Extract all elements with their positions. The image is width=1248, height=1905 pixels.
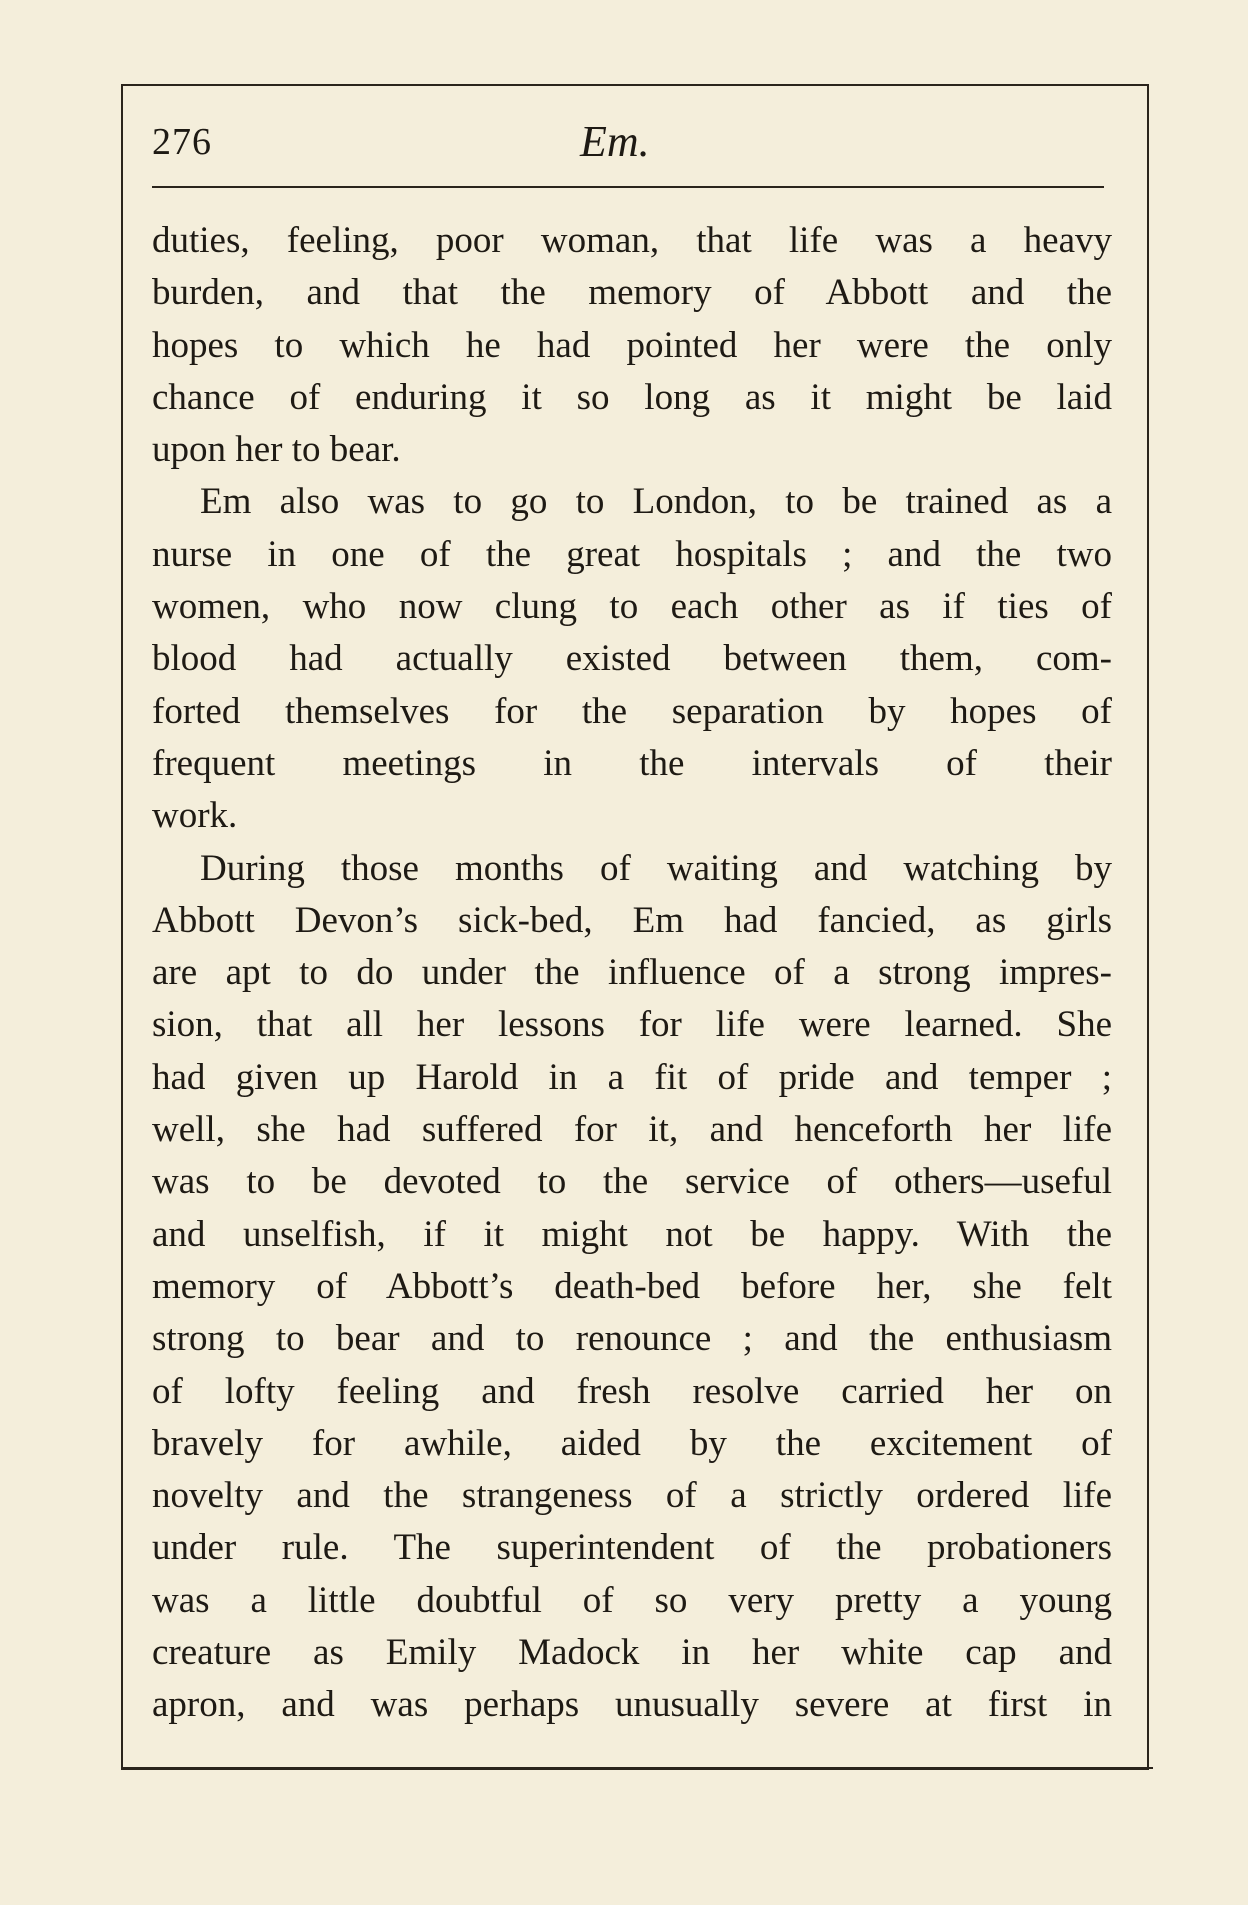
text-line: bravely for awhile, aided by the excitement of xyxy=(152,1422,1112,1464)
text-line: had given up Harold in a fit of pride and temper ; xyxy=(152,1056,1112,1098)
text-line: was a little doubtful of so very pretty a young xyxy=(152,1579,1112,1621)
text-line: women, who now clung to each other as if ties of xyxy=(152,586,1112,628)
text-line: of lofty feeling and fresh resolve carried her on xyxy=(152,1370,1112,1412)
text-line: blood had actually existed between them, com- xyxy=(152,638,1112,680)
running-title: Em. xyxy=(580,117,650,166)
text-line: work. xyxy=(152,795,238,837)
text-line: sion, that all her lessons for life were learned. She xyxy=(152,1004,1112,1046)
text-line: Abbott Devon’s sick-bed, Em had fancied, as girls xyxy=(152,899,1112,941)
footer-rule xyxy=(121,1767,1153,1769)
text-line: well, she had suffered for it, and henceforth her life xyxy=(152,1109,1112,1151)
text-line: under rule. The superintendent of the probationers xyxy=(152,1527,1112,1569)
text-line: strong to bear and to renounce ; and the enthusiasm xyxy=(152,1318,1112,1360)
body-text xyxy=(152,215,1112,1732)
text-line: forted themselves for the separation by hopes of xyxy=(152,690,1112,732)
text-line: During those months of waiting and watching by xyxy=(200,847,1112,889)
header-rule xyxy=(152,186,1104,188)
text-line: apron, and was perhaps unusually severe at first in xyxy=(152,1684,1112,1726)
text-line: and unselfish, if it might not be happy. With the xyxy=(152,1213,1112,1255)
running-head xyxy=(152,116,1108,176)
text-line: frequent meetings in the intervals of their xyxy=(152,742,1112,784)
text-line: memory of Abbott’s death-bed before her, she felt xyxy=(152,1265,1112,1307)
text-line: novelty and the strangeness of a strictly ordered life xyxy=(152,1475,1112,1517)
text-line: burden, and that the memory of Abbott and the xyxy=(152,272,1112,314)
text-line: upon her to bear. xyxy=(152,429,401,471)
text-line: nurse in one of the great hospitals ; and the two xyxy=(152,533,1112,575)
text-line: duties, feeling, poor woman, that life was a heavy xyxy=(152,220,1112,261)
text-line: creature as Emily Madock in her white cap and xyxy=(152,1632,1112,1674)
text-line: chance of enduring it so long as it might be laid xyxy=(152,376,1112,418)
text-line: Em also was to go to London, to be trained as a xyxy=(200,481,1112,523)
text-line: hopes to which he had pointed her were the only xyxy=(152,324,1112,366)
text-line: was to be devoted to the service of others—useful xyxy=(152,1161,1112,1203)
text-line: are apt to do under the influence of a strong impres- xyxy=(152,952,1112,994)
page-number: 276 xyxy=(152,121,212,163)
